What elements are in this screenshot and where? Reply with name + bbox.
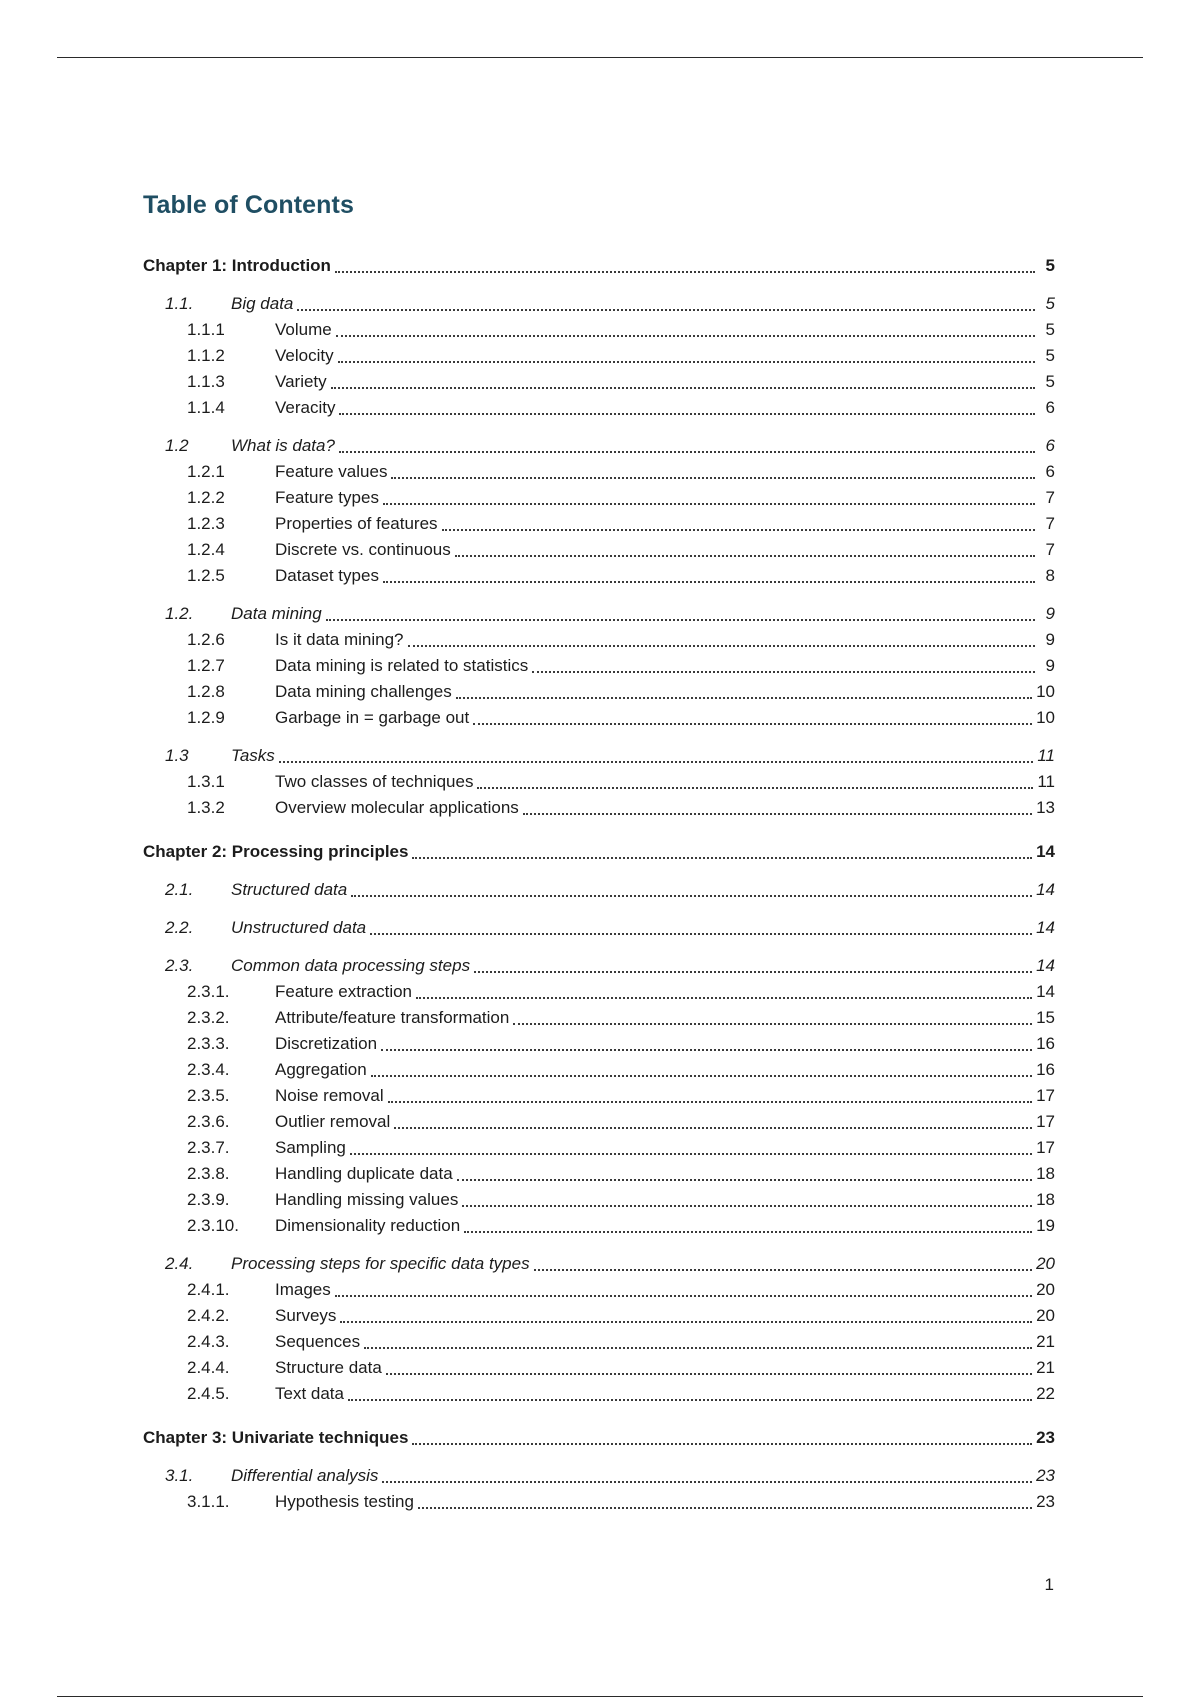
toc-entry-title: Handling missing values <box>275 1190 459 1209</box>
toc-entry-title: Surveys <box>275 1306 337 1325</box>
dot-leader <box>412 1425 1032 1445</box>
toc-entry-sub[interactable] <box>143 1489 1055 1515</box>
dot-leader <box>339 433 1035 453</box>
toc-entry-sub[interactable] <box>143 1161 1055 1187</box>
toc-entry-title: Chapter 3: Univariate techniques <box>143 1428 409 1447</box>
toc-entry-title: Veracity <box>275 398 336 417</box>
toc-entry-title: Chapter 1: Introduction <box>143 256 331 275</box>
toc-entry-number: 2.3.2. <box>187 1008 230 1027</box>
dot-leader <box>462 1187 1032 1207</box>
toc-entry-title: Two classes of techniques <box>275 772 474 791</box>
toc-entry-sub[interactable] <box>143 317 1055 343</box>
toc-entry-section[interactable] <box>143 953 1055 979</box>
dot-leader <box>455 537 1035 557</box>
toc-entry-title: Discrete vs. continuous <box>275 540 451 559</box>
dot-leader <box>335 253 1035 273</box>
toc-entry-number: 2.4. <box>165 1254 194 1273</box>
dot-leader <box>412 839 1032 859</box>
toc-entry-title: Structured data <box>231 880 348 899</box>
toc-entry-sub[interactable] <box>143 795 1055 821</box>
toc-entry-page: 23 <box>1036 1466 1055 1485</box>
toc-entry-title: What is data? <box>231 436 335 455</box>
toc-entry-sub[interactable] <box>143 1213 1055 1239</box>
toc-entry-section[interactable] <box>143 1463 1055 1489</box>
toc-entry-sub[interactable] <box>143 563 1055 589</box>
dot-leader <box>388 1083 1032 1103</box>
toc-entry-sub[interactable] <box>143 511 1055 537</box>
toc-entry-page: 5 <box>1045 320 1055 339</box>
toc-entry-section[interactable] <box>143 433 1055 459</box>
dot-leader <box>456 679 1032 699</box>
toc-entry-title: Big data <box>231 294 294 313</box>
toc-entry-sub[interactable] <box>143 979 1055 1005</box>
toc-entry-number: 2.2. <box>165 918 194 937</box>
toc-entry-number: 3.1.1. <box>187 1492 230 1511</box>
toc-entry-number: 2.3.3. <box>187 1034 230 1053</box>
dot-leader <box>338 343 1035 363</box>
toc-entry-page: 14 <box>1036 842 1055 861</box>
toc-entry-page: 9 <box>1045 604 1055 623</box>
toc-entry-number: 1.2. <box>165 604 194 623</box>
toc-entry-number: 2.3.1. <box>187 982 230 1001</box>
toc-entry-number: 1.1.1 <box>187 320 225 339</box>
toc-entry-page: 21 <box>1036 1358 1055 1377</box>
toc-entry-section[interactable] <box>143 601 1055 627</box>
toc-entry-sub[interactable] <box>143 1083 1055 1109</box>
toc-entry-page: 23 <box>1036 1492 1055 1511</box>
toc-entry-number: 1.2.2 <box>187 488 225 507</box>
toc-entry-title: Unstructured data <box>231 918 367 937</box>
dot-leader <box>382 1463 1032 1483</box>
toc-entry-title: Feature extraction <box>275 982 413 1001</box>
dot-leader <box>326 601 1035 621</box>
toc-entry-number: 2.4.2. <box>187 1306 230 1325</box>
dot-leader <box>339 395 1035 415</box>
toc-entry-page: 10 <box>1036 708 1055 727</box>
toc-entry-page: 9 <box>1045 656 1055 675</box>
toc-entry-sub[interactable] <box>143 1057 1055 1083</box>
dot-leader <box>408 627 1035 647</box>
toc-entry-page: 5 <box>1045 294 1055 313</box>
toc-entry-number: 2.3.8. <box>187 1164 230 1183</box>
toc-entry-number: 2.4.1. <box>187 1280 230 1299</box>
dot-leader <box>457 1161 1032 1181</box>
toc-entry-sub[interactable] <box>143 343 1055 369</box>
toc-entry-page: 7 <box>1045 514 1055 533</box>
dot-leader <box>473 705 1032 725</box>
toc-entry-page: 20 <box>1036 1280 1055 1299</box>
toc-entry-chapter[interactable] <box>143 839 1055 865</box>
dot-leader <box>532 653 1035 673</box>
toc-entry-sub[interactable] <box>143 1109 1055 1135</box>
toc-entry-number: 2.3.4. <box>187 1060 230 1079</box>
toc-entry-sub[interactable] <box>143 705 1055 731</box>
toc-entry-number: 3.1. <box>165 1466 194 1485</box>
dot-leader <box>279 743 1034 763</box>
toc-entry-page: 5 <box>1045 256 1055 275</box>
toc-entry-number: 2.3. <box>165 956 194 975</box>
toc-entry-chapter[interactable] <box>143 1425 1055 1451</box>
toc-entry-title: Garbage in = garbage out <box>275 708 470 727</box>
toc-entry-number: 1.2.4 <box>187 540 225 559</box>
toc-entry-sub[interactable] <box>143 1329 1055 1355</box>
dot-leader <box>336 317 1035 337</box>
toc-entry-number: 2.3.5. <box>187 1086 230 1105</box>
toc-entry-page: 14 <box>1036 956 1055 975</box>
toc-entry-number: 1.1. <box>165 294 194 313</box>
toc-entry-sub[interactable] <box>143 1005 1055 1031</box>
toc-entry-number: 1.1.3 <box>187 372 225 391</box>
toc-entry-number: 1.3 <box>165 746 189 765</box>
toc-entry-number: 2.3.7. <box>187 1138 230 1157</box>
toc-entry-title: Discretization <box>275 1034 378 1053</box>
toc-entry-title: Aggregation <box>275 1060 367 1079</box>
toc-entry-title: Dimensionality reduction <box>275 1216 461 1235</box>
toc-entry-page: 13 <box>1036 798 1055 817</box>
toc-entry-page: 17 <box>1036 1112 1055 1131</box>
toc-entry-title: Handling duplicate data <box>275 1164 453 1183</box>
toc-entry-number: 1.2.6 <box>187 630 225 649</box>
toc-entry-number: 1.1.4 <box>187 398 225 417</box>
dot-leader <box>416 979 1032 999</box>
toc-entry-title: Text data <box>275 1384 344 1403</box>
toc-entry-title: Feature values <box>275 462 388 481</box>
toc-entry-sub[interactable] <box>143 1303 1055 1329</box>
dot-leader <box>383 563 1035 583</box>
dot-leader <box>418 1489 1032 1509</box>
toc-entry-page: 10 <box>1036 682 1055 701</box>
toc-entry-sub[interactable] <box>143 395 1055 421</box>
dot-leader <box>386 1355 1032 1375</box>
toc-entry-sub[interactable] <box>143 485 1055 511</box>
toc-entry-title: Attribute/feature transformation <box>275 1008 510 1027</box>
toc-entry-sub[interactable] <box>143 679 1055 705</box>
page-title: Table of Contents <box>143 191 354 219</box>
toc-entry-title: Chapter 2: Processing principles <box>143 842 409 861</box>
dot-leader <box>477 769 1033 789</box>
toc-entry-title: Data mining is related to statistics <box>275 656 529 675</box>
toc-entry-number: 2.3.6. <box>187 1112 230 1131</box>
toc-entry-title: Sampling <box>275 1138 346 1157</box>
toc-entry-number: 1.2.9 <box>187 708 225 727</box>
toc-entry-number: 1.1.2 <box>187 346 225 365</box>
toc-entry-number: 2.4.3. <box>187 1332 230 1351</box>
toc-entry-sub[interactable] <box>143 1381 1055 1407</box>
toc-entry-page: 8 <box>1045 566 1055 585</box>
toc-entry-title: Feature types <box>275 488 379 507</box>
toc-entry-number: 1.2.8 <box>187 682 225 701</box>
toc-entry-number: 2.4.4. <box>187 1358 230 1377</box>
toc-entry-page: 14 <box>1036 918 1055 937</box>
toc-entry-page: 20 <box>1036 1306 1055 1325</box>
toc-entry-sub[interactable] <box>143 653 1055 679</box>
toc-entry-number: 1.2 <box>165 436 189 455</box>
toc-entry-title: Properties of features <box>275 514 438 533</box>
toc-entry-sub[interactable] <box>143 369 1055 395</box>
toc-entry-title: Outlier removal <box>275 1112 391 1131</box>
toc-entry-page: 23 <box>1036 1428 1055 1447</box>
toc-entry-sub[interactable] <box>143 1135 1055 1161</box>
dot-leader <box>364 1329 1032 1349</box>
dot-leader <box>534 1251 1032 1271</box>
toc-entry-title: Differential analysis <box>231 1466 379 1485</box>
toc-entry-section[interactable] <box>143 743 1055 769</box>
toc-entry-page: 6 <box>1045 462 1055 481</box>
toc-entry-title: Data mining challenges <box>275 682 452 701</box>
toc-entry-sub[interactable] <box>143 769 1055 795</box>
toc-entry-sub[interactable] <box>143 1355 1055 1381</box>
toc-entry-number: 1.2.3 <box>187 514 225 533</box>
toc-entry-title: Variety <box>275 372 327 391</box>
toc-entry-sub[interactable] <box>143 459 1055 485</box>
toc-entry-page: 22 <box>1036 1384 1055 1403</box>
toc-entry-title: Hypothesis testing <box>275 1492 414 1511</box>
toc-entry-sub[interactable] <box>143 1277 1055 1303</box>
toc-entry-title: Data mining <box>231 604 322 623</box>
toc-entry-number: 1.2.5 <box>187 566 225 585</box>
toc-entry-page: 6 <box>1045 398 1055 417</box>
toc-entry-section[interactable] <box>143 291 1055 317</box>
toc-entry-page: 18 <box>1036 1190 1055 1209</box>
toc-entry-number: 1.3.1 <box>187 772 225 791</box>
toc-entry-sub[interactable] <box>143 627 1055 653</box>
toc-entry-title: Sequences <box>275 1332 361 1351</box>
dot-leader <box>351 877 1032 897</box>
toc-entry-number: 2.4.5. <box>187 1384 230 1403</box>
dot-leader <box>383 485 1035 505</box>
toc-entry-title: Volume <box>275 320 332 339</box>
toc-entry-number: 2.1. <box>165 880 194 899</box>
toc-entry-sub[interactable] <box>143 537 1055 563</box>
toc-entry-title: Structure data <box>275 1358 382 1377</box>
toc-entry-page: 7 <box>1045 488 1055 507</box>
toc-entry-page: 15 <box>1036 1008 1055 1027</box>
toc-entry-title: Dataset types <box>275 566 379 585</box>
toc-entry-page: 21 <box>1036 1332 1055 1351</box>
toc-entry-number: 2.3.9. <box>187 1190 230 1209</box>
toc-entry-title: Common data processing steps <box>231 956 471 975</box>
dot-leader <box>381 1031 1032 1051</box>
header-rule <box>57 57 1143 58</box>
dot-leader <box>331 369 1035 389</box>
dot-leader <box>394 1109 1032 1129</box>
toc-entry-page: 11 <box>1037 772 1055 791</box>
toc-entry-page: 19 <box>1036 1216 1055 1235</box>
dot-leader <box>442 511 1035 531</box>
toc-entry-page: 14 <box>1036 982 1055 1001</box>
toc-entry-page: 20 <box>1036 1254 1055 1273</box>
toc-entry-number: 1.2.1 <box>187 462 225 481</box>
toc-entry-page: 14 <box>1036 880 1055 899</box>
footer-rule <box>57 1696 1143 1697</box>
toc-entry-page: 16 <box>1036 1034 1055 1053</box>
toc-entry-number: 1.3.2 <box>187 798 225 817</box>
toc-entry-title: Velocity <box>275 346 334 365</box>
dot-leader <box>513 1005 1032 1025</box>
toc-entry-page: 17 <box>1036 1138 1055 1157</box>
dot-leader <box>464 1213 1032 1233</box>
toc-entry-title: Images <box>275 1280 331 1299</box>
dot-leader <box>340 1303 1032 1323</box>
dot-leader <box>335 1277 1032 1297</box>
toc-entry-section[interactable] <box>143 1251 1055 1277</box>
toc-entry-title: Noise removal <box>275 1086 384 1105</box>
toc-entry-title: Processing steps for specific data types <box>231 1254 530 1273</box>
toc-list <box>143 253 1055 1515</box>
toc-entry-title: Tasks <box>231 746 275 765</box>
toc-entry-title: Overview molecular applications <box>275 798 519 817</box>
toc-entry-section[interactable] <box>143 877 1055 903</box>
dot-leader <box>297 291 1035 311</box>
toc-entry-page: 5 <box>1045 346 1055 365</box>
dot-leader <box>348 1381 1032 1401</box>
toc-entry-page: 5 <box>1045 372 1055 391</box>
toc-entry-section[interactable] <box>143 915 1055 941</box>
toc-entry-title: Is it data mining? <box>275 630 404 649</box>
toc-entry-page: 18 <box>1036 1164 1055 1183</box>
dot-leader <box>523 795 1032 815</box>
toc-entry-sub[interactable] <box>143 1187 1055 1213</box>
toc-entry-page: 9 <box>1045 630 1055 649</box>
toc-entry-chapter[interactable] <box>143 253 1055 279</box>
dot-leader <box>370 915 1032 935</box>
toc-entry-page: 16 <box>1036 1060 1055 1079</box>
toc-entry-page: 17 <box>1036 1086 1055 1105</box>
toc-entry-sub[interactable] <box>143 1031 1055 1057</box>
toc-entry-page: 11 <box>1037 746 1055 765</box>
page-number: 1 <box>1044 1575 1054 1594</box>
toc-entry-page: 6 <box>1045 436 1055 455</box>
toc-entry-page: 7 <box>1045 540 1055 559</box>
dot-leader <box>474 953 1032 973</box>
toc-entry-number: 1.2.7 <box>187 656 225 675</box>
dot-leader <box>371 1057 1032 1077</box>
dot-leader <box>350 1135 1032 1155</box>
toc-entry-number: 2.3.10. <box>187 1216 239 1235</box>
dot-leader <box>391 459 1035 479</box>
